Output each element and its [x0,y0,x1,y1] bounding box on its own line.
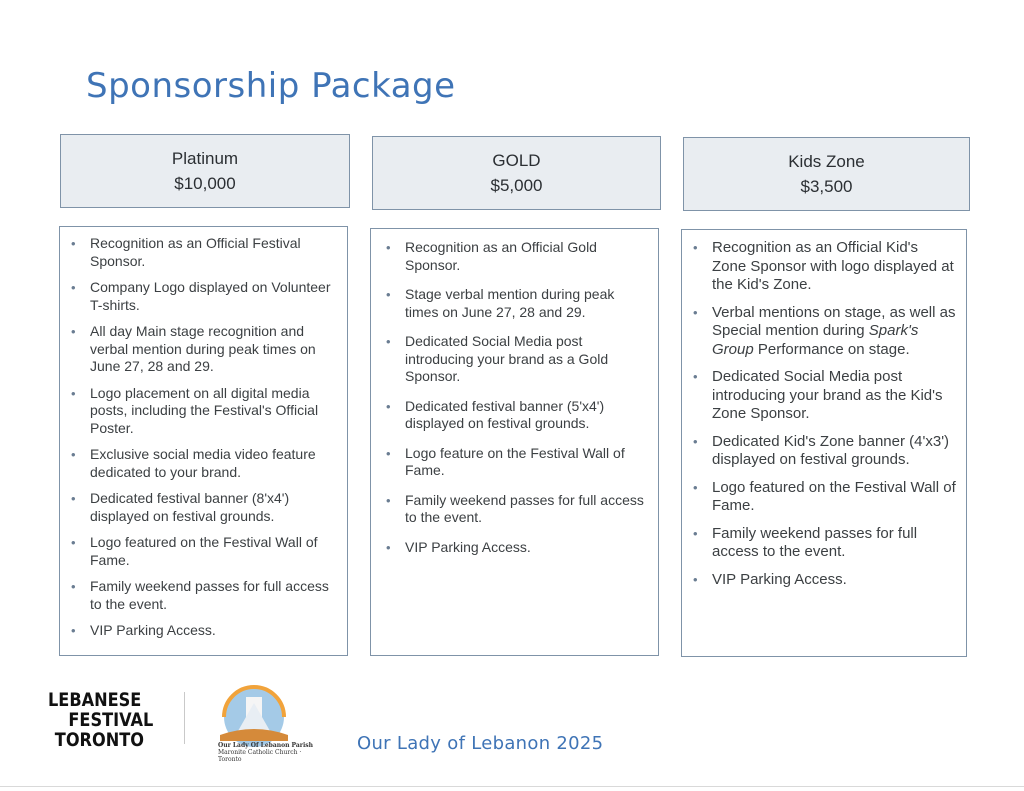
benefit-item: • VIP Parking Access. [377,539,644,557]
benefit-item: • Stage verbal mention during peak times on June 27, 28 and 29. [377,286,644,321]
footer-text: Our Lady of Lebanon 2025 [357,733,604,754]
benefit-item: • Logo featured on the Festival Wall of Fame. [684,479,956,516]
tier-price: $10,000 [174,174,236,193]
tier-name: Kids Zone [788,152,865,171]
benefits-box-platinum [59,226,348,656]
benefit-text: Verbal mentions on stage, as well as Special mention during [712,303,956,339]
page-title: Sponsorship Package [86,66,456,106]
benefit-item: • All day Main stage recognition and verbal mention during peak times on June 27, 28 and 29. [62,323,333,376]
benefit-item [684,304,956,360]
bottom-rule [0,786,1024,787]
benefit-item: • Logo placement on all digital media posts, including the Festival's Official Poster. [62,385,333,438]
benefit-item: • Family weekend passes for full access to the event. [684,525,956,562]
tier-price: $3,500 [800,177,853,196]
benefit-item: • Dedicated Social Media post introducing your brand as the Kid's Zone Sponsor. [684,368,956,424]
benefit-item: • Recognition as an Official Kid's Zone Sponsor with logo displayed at the Kid's Zone. [684,239,956,295]
benefit-item: • Family weekend passes for full access to the event. [62,578,333,613]
tier-price: $5,000 [490,176,543,195]
benefit-item: • Recognition as an Official Festival Sponsor. [62,235,333,270]
benefit-item: • Company Logo displayed on Volunteer T-shirts. [62,279,333,314]
benefit-item: • Logo feature on the Festival Wall of Fame. [377,445,644,480]
tier-name: Platinum [171,149,239,168]
performer-name: Spark's Group [712,322,919,358]
benefits-list [62,235,333,640]
logo-divider [184,692,185,744]
benefit-item: • Recognition as an Official Gold Sponsor. [377,239,644,274]
benefit-item: • Dedicated festival banner (5'x4') displayed on festival grounds. [377,398,644,433]
benefits-list [684,239,956,589]
benefit-item: • VIP Parking Access. [684,571,956,590]
tier-name: GOLD [492,151,541,170]
benefit-item: • Exclusive social media video feature dedicated to your brand. [62,446,333,481]
benefit-item: • Logo featured on the Festival Wall of Fame. [62,534,333,569]
benefits-list [377,239,644,556]
benefit-item: • Dedicated Social Media post introducing your brand as a Gold Sponsor. [377,333,644,386]
benefit-item: • VIP Parking Access. [62,622,333,640]
tier-header-kids-zone [683,137,970,211]
benefits-box-gold [370,228,659,656]
parish-name: Our Lady Of Lebanon Parish Maronite Catholic Church · Toronto [218,742,313,763]
festival-logo: LEBANESE FESTIVAL TORONTO [48,689,154,751]
benefits-box-kids-zone [681,229,967,657]
benefit-text: Performance on stage. [753,340,910,358]
benefit-item: • Family weekend passes for full access to the event. [377,492,644,527]
tier-header-platinum [60,134,350,208]
benefit-item: • Dedicated festival banner (8'x4') displayed on festival grounds. [62,490,333,525]
benefit-item: • Dedicated Kid's Zone banner (4'x3') displayed on festival grounds. [684,433,956,470]
tier-header-gold [372,136,661,210]
